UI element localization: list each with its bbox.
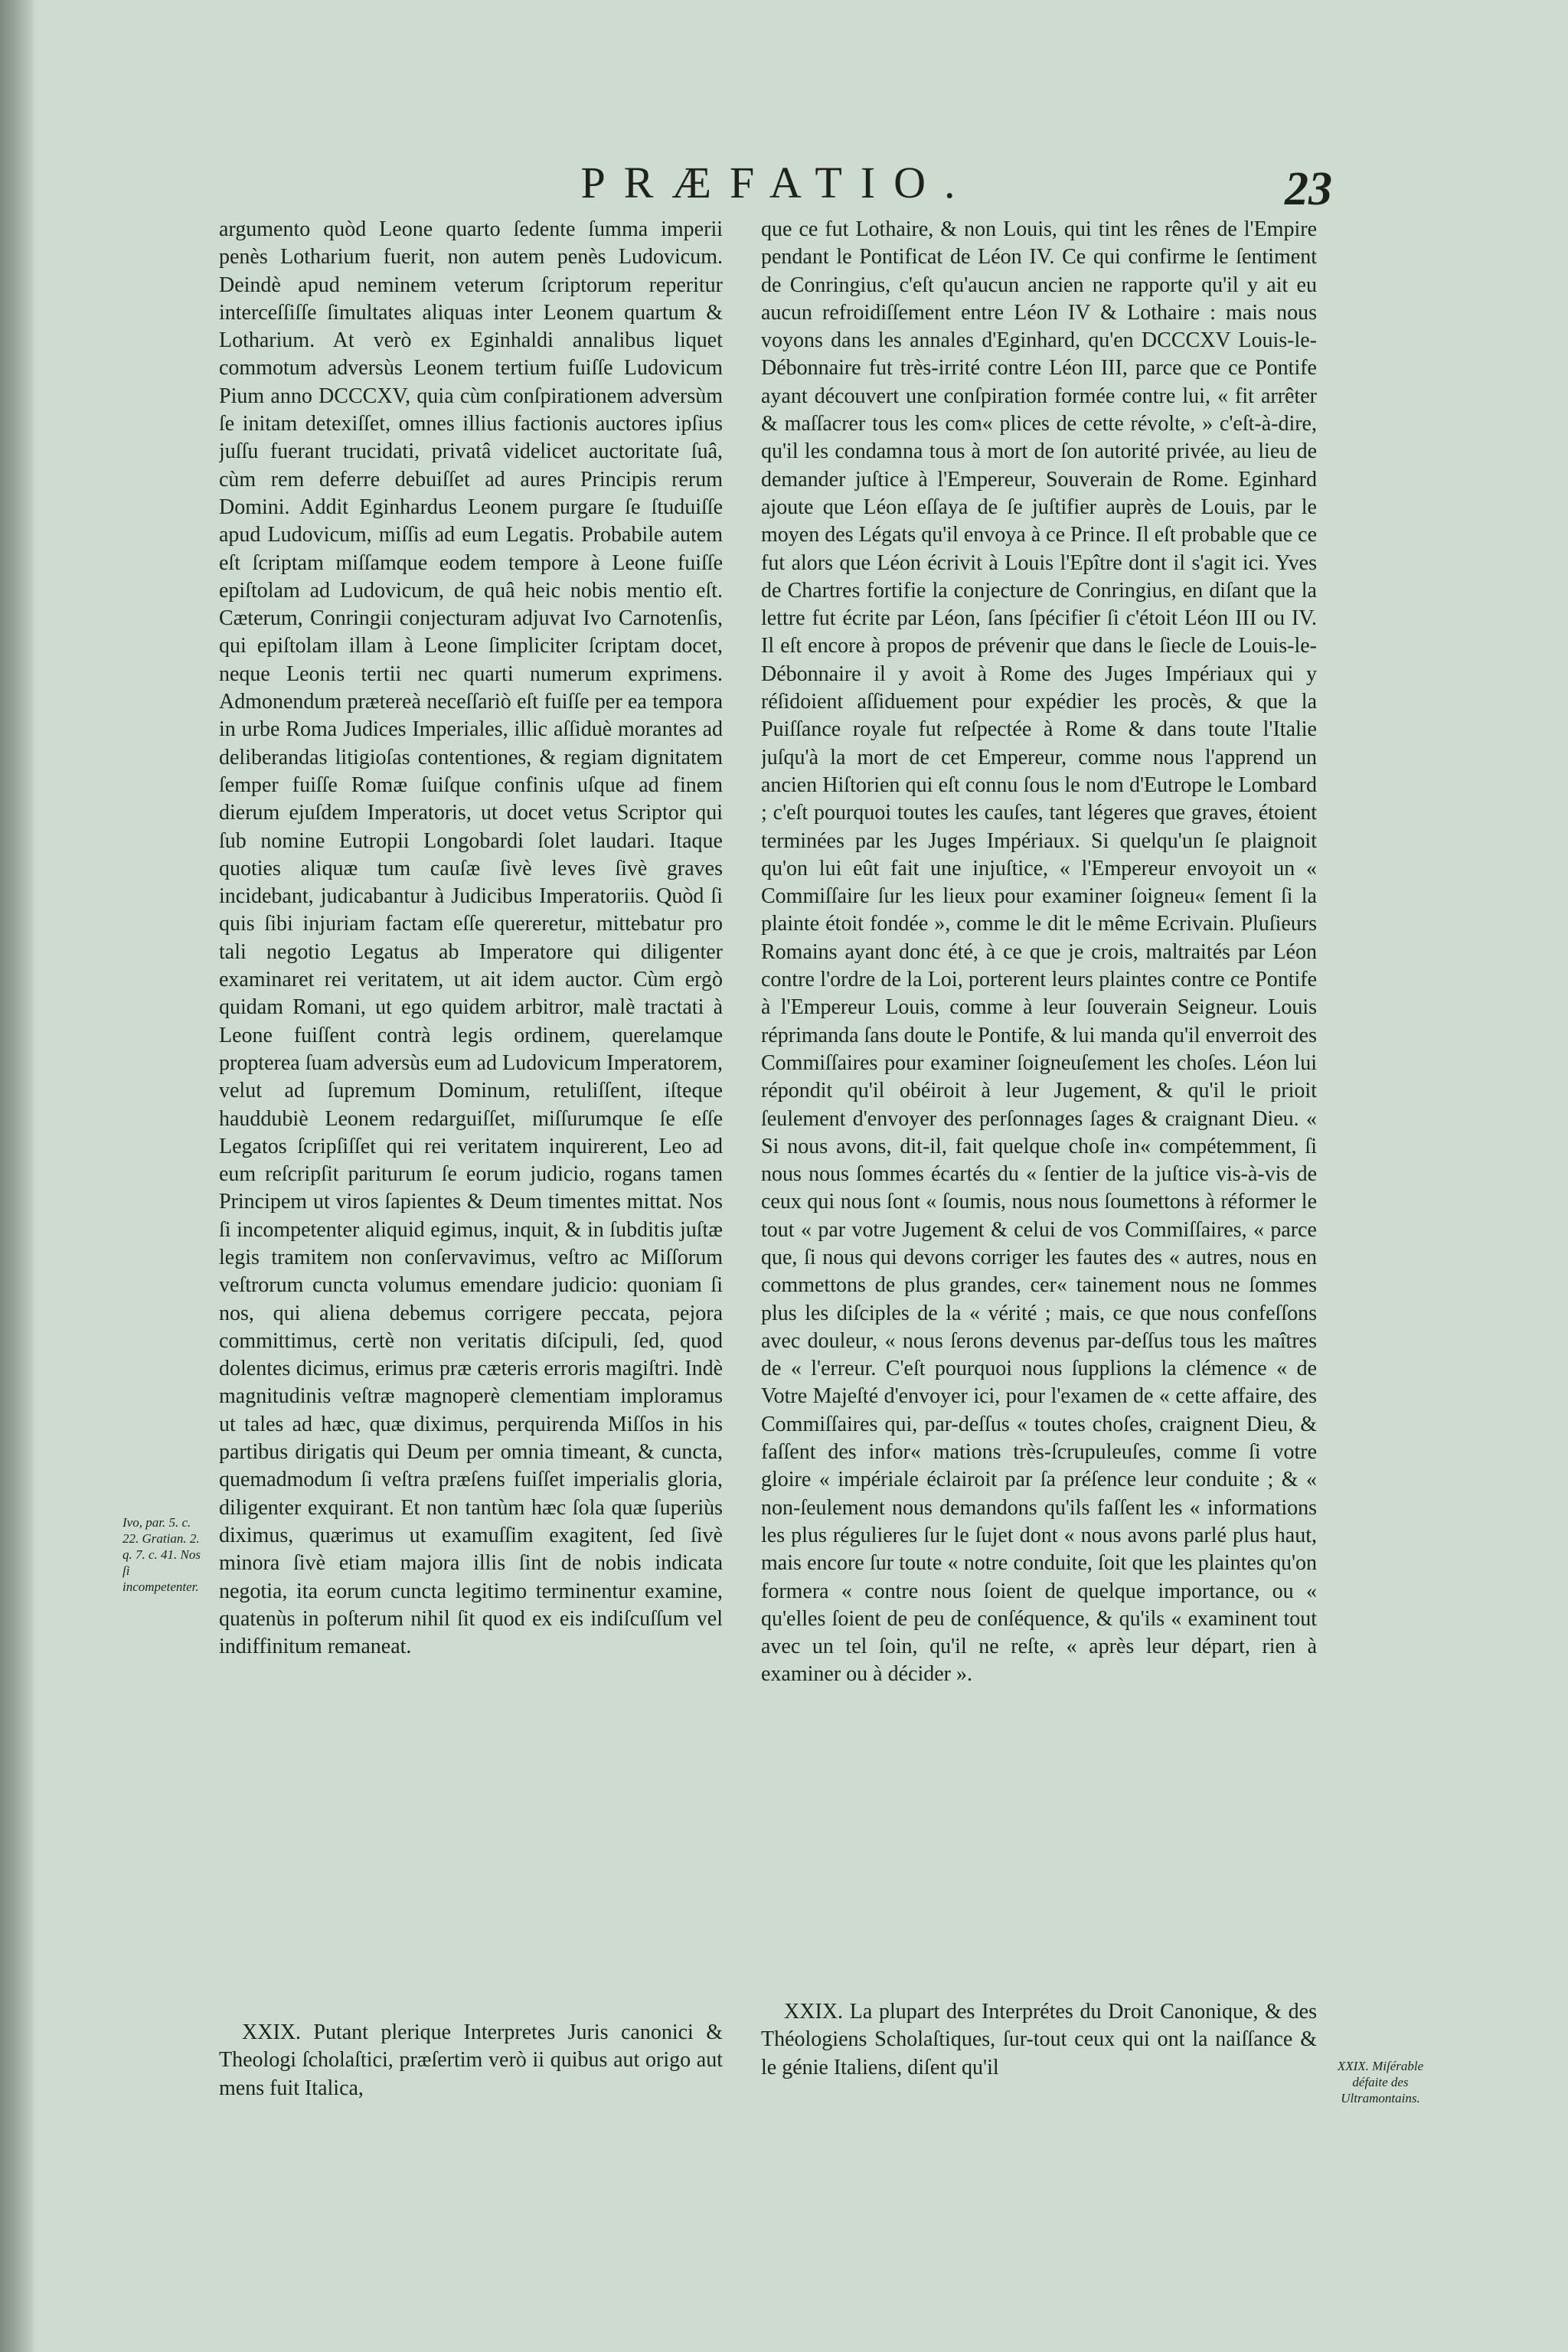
latin-column (219, 216, 723, 2102)
french-paragraph-xxix: XXIX. La plupart des Interprétes du Droit Canonique, & des Théologiens Scholaſtiques, ſur-tout ceux qui ont la naiſſance & le génie Italiens, diſent qu'il (761, 2000, 1317, 2079)
french-paragraph: que ce fut Lothaire, & non Louis, qui tint les rênes de l'Empire pendant le Pontificat de Léon IV. Ce qui confirme le ſentiment de Conringius, c'eſt qu'aucun ancien ne rapporte qu'il y ait eu aucun refroidiſſement entre Léon IV & Lothaire : mais nous voyons dans les annales d'Eginhard, qu'en DCCCXV Louis-le-Débonnaire fut très-irrité contre Léon III, parce que ce Pontife ayant découvert une conſpiration formée contre lui, « fit arrêter & maſſacrer tous les com« plices de cette révolte, » c'eſt-à-dire, qu'il les condamna tous à mort de ſon autorité privée, au lieu de demander juſtice à l'Empereur, Souverain de Rome. Eginhard ajoute que Léon eſſaya de ſe juſtifier auprès de Louis, par le moyen des Légats qu'il envoya à ce Prince. Il eſt probable que ce fut alors que Léon écrivit à Louis l'Epître dont il s'agit ici. Yves de Chartres fortifie la conjecture de Conringius, en diſant que la lettre fut écrite par Léon, ſans ſpécifier ſi c'étoit Léon III ou IV. Il eſt encore à propos de prévenir que dans le ſiecle de Louis-le-Débonnaire il y avoit à Rome des Juges Impériaux qui y réſidoient aſſiduement pour expédier les procès, & que la Puiſſance royale fut reſpectée à Rome & dans toute l'Italie juſqu'à la mort de cet Empereur, comme nous l'apprend un ancien Hiſtorien qui eſt connu ſous le nom d'Eutrope le Lombard ; c'eſt pourquoi toutes les cauſes, tant légeres que graves, étoient terminées par les Juges Impériaux. Si quelqu'un ſe plaignoit qu'on lui eût fait une injuſtice, « l'Empereur envoyoit un « Commiſſaire ſur les lieux pour examiner ſoigneu« ſement ſi la plainte étoit fondée », comme le dit le même Ecrivain. Pluſieurs Romains ayant donc été, à ce que je crois, maltraités par Léon contre l'ordre de la Loi, porterent leurs plaintes contre ce Pontife à l'Empereur Louis, comme à leur ſouverain Seigneur. Louis réprimanda ſans doute le Pontife, & lui manda qu'il enverroit des Commiſſaires pour examiner ſoigneuſement les choſes. Léon lui répondit qu'il obéiroit à leur Jugement, & qu'il le prioit ſeulement d'envoyer des perſonnages ſages & craignant Dieu. « Si nous avons, dit-il, fait quelque choſe in« compétemment, ſi nous nous ſommes écartés du « ſentier de la juſtice vis-à-vis de ceux qui nous ſont « ſoumis, nous nous ſoumettons à réformer le tout « par votre Jugement & celui de vos Commiſſaires, « parce que, ſi nous qui devons corriger les fautes des « autres, nous en commettons de plus grandes, cer« tainement nous ne ſommes plus les diſciples de la « vérité ; mais, ce que nous confeſſons avec douleur, « nous ſerons devenus par-deſſus tous les maîtres de « l'erreur. C'eſt pourquoi nous ſupplions la clémence « de Votre Majeſté d'envoyer ici, pour l'examen de « cette affaire, des Commiſſaires qui, par-deſſus « toutes choſes, craignent Dieu, & faſſent des infor« mations très-ſcrupuleuſes, comme ſi votre gloire « impériale éclairoit par ſa préſence leur conduite ; & « non-ſeulement nous demandons qu'ils faſſent les « informations les plus régulieres ſur le ſujet dont « nous avons parlé plus haut, mais encore ſur toute « notre conduite, ſoit que les plaintes qu'on formera « contre nous ſoient de quelque importance, ou « qu'elles ſoient de peu de conſéquence, & qu'ils « examinent tout avec un tel ſoin, qu'il ne reſte, « après leur départ, rien à examiner ou à décider ». (761, 217, 1317, 1687)
latin-paragraph-xxix: XXIX. Putant plerique Interpretes Juris canonici & Theologi ſcholaſtici, præſertim verò ii quibus aut origo aut mens fuit Italica, (219, 2020, 723, 2100)
left-margin-note: Ivo, par. 5. c. 22. Gratian. 2. q. 7. c. 41. Nos ſi incompetenter. (122, 1515, 201, 1594)
running-title: PRÆFATIO. (580, 158, 974, 207)
french-column (761, 216, 1317, 2082)
page-number: 23 (1285, 163, 1332, 215)
french-text-block (761, 216, 1317, 1998)
page-binding-shadow (0, 0, 35, 2352)
right-margin-note: XXIX. Miſérable défaite des Ultramontains. (1337, 2059, 1424, 2105)
latin-paragraph: argumento quòd Leone quarto ſedente ſumma imperii penès Lotharium fuerit, non autem penès Ludovicum. Deindè apud neminem veterum ſcriptorum reperitur interceſſiſſe ſimultates aliquas inter Leonem quartum & Lotharium. At verò ex Eginhaldi annalibus liquet commotum adversùs Leonem tertium fuiſſe Ludovicum Pium anno DCCCXV, quia cùm conſpirationem adversùm ſe initam detexiſſet, omnes illius factionis auctores ipſius juſſu fuerant trucidati, privatâ videlicet auctoritate ſuâ, cùm rem deferre debuiſſet ad aures Principis rerum Domini. Addit Eginhardus Leonem purgare ſe ſtuduiſſe apud Ludovicum, miſſis ad eum Legatis. Probabile autem eſt ſcriptam miſſamque eodem tempore à Leone fuiſſe epiſtolam ad Ludovicum, de quâ heic nobis mentio eſt. Cæterum, Conringii conjecturam adjuvat Ivo Carnotenſis, qui epiſtolam illam à Leone ſimpliciter ſcriptam docet, neque Leonis tertii nec quarti numerum exprimens. Admonendum prætereà neceſſariò eſt fuiſſe per ea tempora in urbe Roma Judices Imperiales, illic aſſiduè morantes ad deliberandas litigioſas contentiones, & regiam dignitatem ſemper fuiſſe Romæ ſuiſque confinis uſque ad finem dierum ejuſdem Imperatoris, ut docet vetus Scriptor qui ſub nomine Eutropii Longobardi ſolet laudari. Itaque quoties aliquæ tum cauſæ ſivè leves ſivè graves incidebant, judicabantur à Judicibus Imperatoriis. Quòd ſi quis ſibi injuriam factam eſſe quereretur, mittebatur pro tali negotio Legatus ab Imperatore qui diligenter examinaret rei veritatem, ut ait idem auctor. Cùm ergò quidam Romani, ut ego quidem arbitror, malè tractati à Leone fuiſſent contrà legis ordinem, querelamque propterea ſuam adversùs eum ad Ludovicum Imperatorem, velut ad ſupremum Dominum, retuliſſent, iſteque hauddubiè Leonem redarguiſſet, miſſurumque ſe eſſe Legatos ſcripſiſſet qui rei veritatem inquirerent, Leo ad eum reſcripſit pariturum ſe eorum judicio, rogans tamen Principem ut viros ſapientes & Deum timentes mittat. Nos ſi incompetenter aliquid egimus, inquit, & in ſubditis juſtæ legis tramitem non conſervavimus, veſtro ac Miſſorum veſtrorum cuncta volumus emendare judicio: quoniam ſi nos, qui aliena debemus corrigere peccata, pejora committimus, certè non veritatis diſcipuli, ſed, quod dolentes dicimus, erimus præ cæteris erroris magiſtri. Indè magnitudinis veſtræ magnoperè clementiam imploramus ut tales ad hæc, quæ diximus, perquirenda Miſſos in his partibus dirigatis qui Deum per omnia timeant, & cuncta, quemadmodum ſi veſtra præſens fuiſſet imperialis gloria, diligenter exquirant. Et non tantùm hæc ſola quæ ſuperiùs diximus, quærimus ut examuſſim exagitent, ſed ſivè minora ſivè etiam majora illis ſint de nobis indicata negotia, ita eorum cuncta legitimo terminentur examine, quatenùs in poſterum nihil ſit quod ex eis indiſcuſſum vel indiffinitum remaneat. (219, 217, 723, 1659)
page-header (0, 156, 1568, 215)
latin-text-block (219, 216, 723, 2019)
